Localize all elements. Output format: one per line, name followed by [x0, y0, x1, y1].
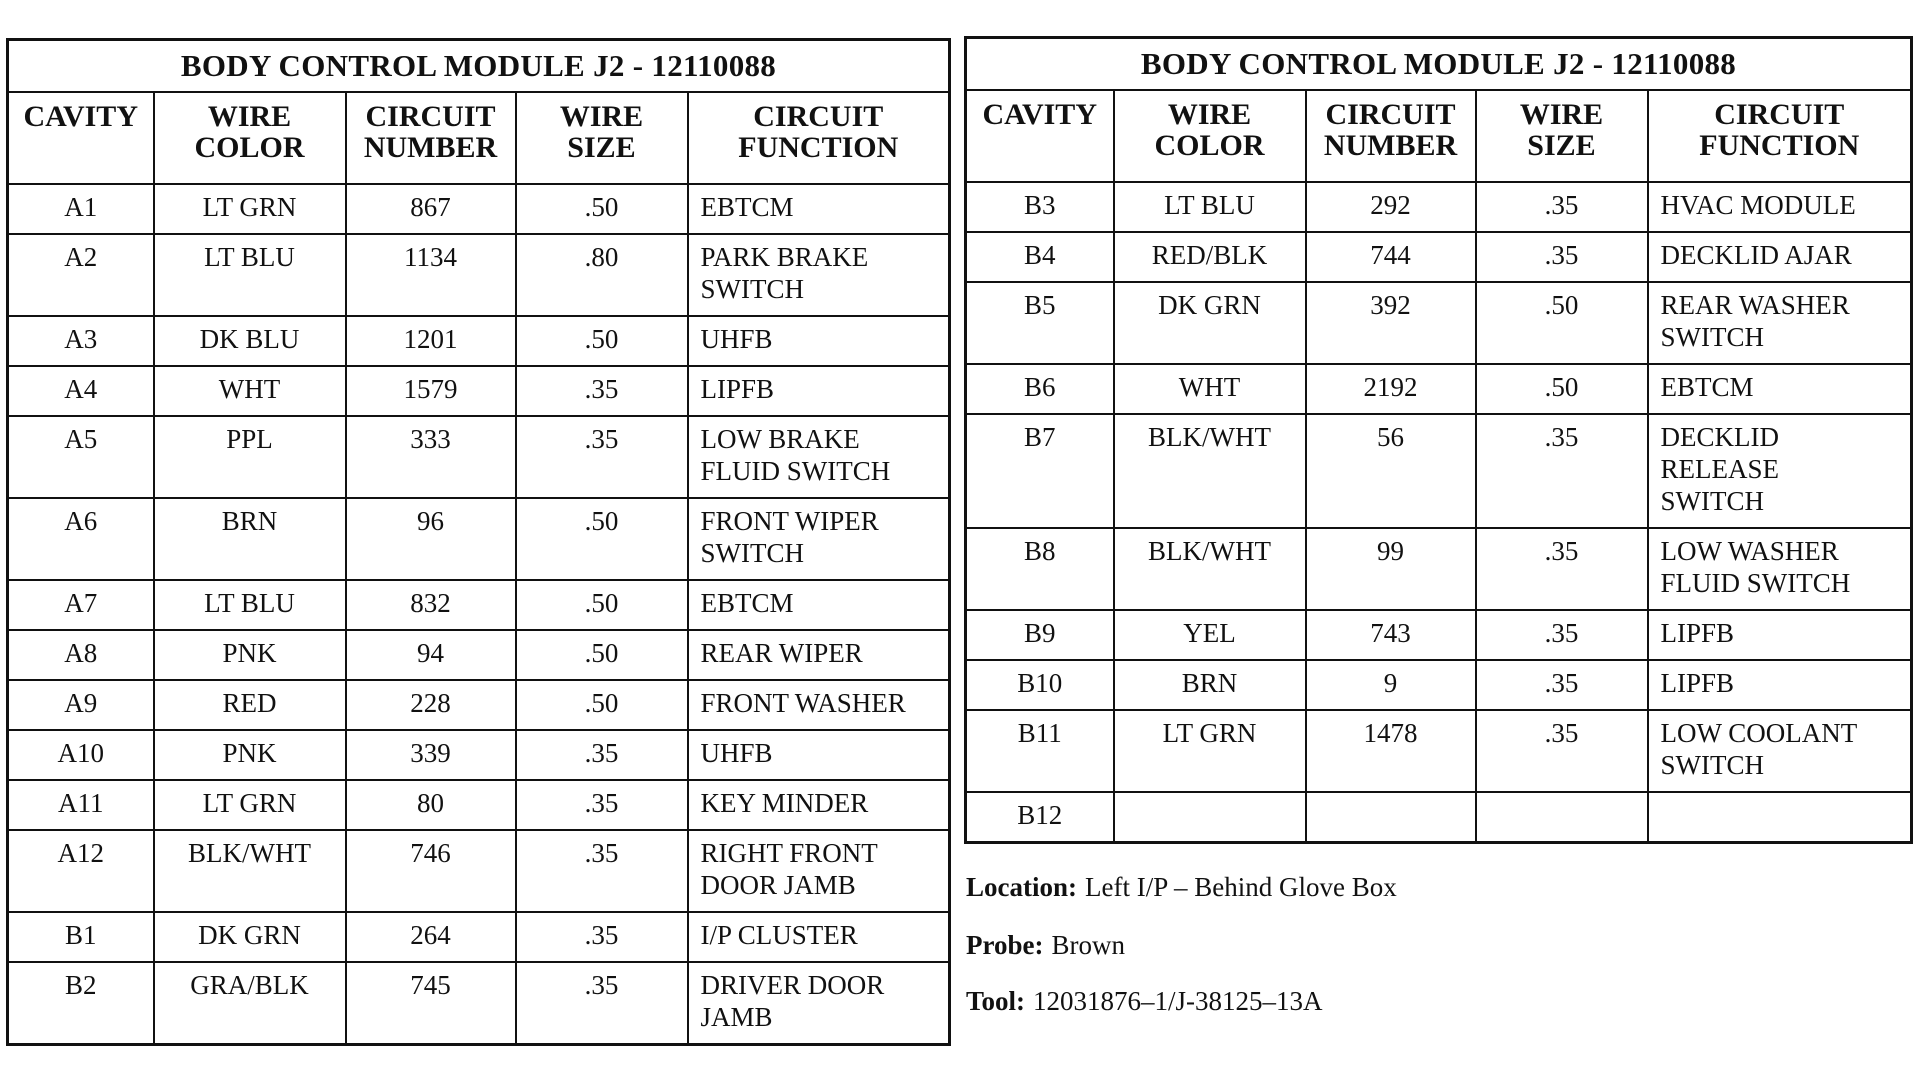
circuit-number-cell: 867: [346, 184, 516, 234]
circuit-number-cell: 743: [1306, 610, 1476, 660]
cavity-cell: B9: [966, 610, 1114, 660]
wire-size-cell: .35: [1476, 232, 1648, 282]
circuit-function-cell: DRIVER DOOR JAMB: [688, 962, 950, 1045]
table-row: [8, 680, 950, 730]
circuit-number-cell: 94: [346, 630, 516, 680]
location-info: [966, 872, 1397, 903]
wire-size-cell: .50: [516, 316, 688, 366]
circuit-number-cell: 339: [346, 730, 516, 780]
cavity-cell: B7: [966, 414, 1114, 528]
circuit-number-cell: 746: [346, 830, 516, 912]
wire-color-cell: PNK: [154, 630, 346, 680]
table-row: [966, 282, 1912, 364]
cavity-cell: B5: [966, 282, 1114, 364]
table-row: [8, 912, 950, 962]
wire-size-cell: .50: [1476, 282, 1648, 364]
wire-color-cell: LT GRN: [1114, 710, 1306, 792]
wire-color-cell: RED/BLK: [1114, 232, 1306, 282]
circuit-function-cell: LIPFB: [688, 366, 950, 416]
header-cavity: CAVITY: [8, 92, 154, 184]
table-row: [966, 364, 1912, 414]
wire-size-cell: .50: [516, 184, 688, 234]
header-circuit-number: CIRCUIT NUMBER: [1306, 90, 1476, 182]
table-row: [8, 498, 950, 580]
circuit-function-cell: REAR WIPER: [688, 630, 950, 680]
table-title: BODY CONTROL MODULE J2 - 12110088: [8, 40, 950, 93]
wire-color-cell: BRN: [1114, 660, 1306, 710]
wire-size-cell: .35: [1476, 660, 1648, 710]
table-row: [8, 416, 950, 498]
wire-color-cell: LT BLU: [154, 580, 346, 630]
probe-value: Brown: [1051, 930, 1125, 960]
circuit-number-cell: 1478: [1306, 710, 1476, 792]
cavity-cell: A2: [8, 234, 154, 316]
header-wire-size: WIRE SIZE: [1476, 90, 1648, 182]
wire-size-cell: .35: [516, 730, 688, 780]
wire-size-cell: .35: [1476, 710, 1648, 792]
probe-info: [966, 930, 1125, 961]
circuit-function-cell: LIPFB: [1648, 660, 1912, 710]
cavity-cell: B6: [966, 364, 1114, 414]
wire-color-cell: WHT: [1114, 364, 1306, 414]
wire-size-cell: .50: [516, 498, 688, 580]
wire-color-cell: LT GRN: [154, 184, 346, 234]
circuit-number-cell: 80: [346, 780, 516, 830]
wire-color-cell: LT BLU: [1114, 182, 1306, 232]
wire-size-cell: .35: [516, 962, 688, 1045]
wire-color-cell: BRN: [154, 498, 346, 580]
circuit-function-cell: LOW BRAKE FLUID SWITCH: [688, 416, 950, 498]
table-row: [8, 184, 950, 234]
circuit-number-cell: 392: [1306, 282, 1476, 364]
wire-size-cell: .50: [1476, 364, 1648, 414]
circuit-number-cell: 2192: [1306, 364, 1476, 414]
circuit-number-cell: 264: [346, 912, 516, 962]
header-circuit-function: CIRCUIT FUNCTION: [688, 92, 950, 184]
circuit-number-cell: 333: [346, 416, 516, 498]
wire-size-cell: .35: [1476, 528, 1648, 610]
wire-size-cell: .35: [516, 416, 688, 498]
table-row: [966, 710, 1912, 792]
table-row: [8, 630, 950, 680]
cavity-cell: B4: [966, 232, 1114, 282]
wire-size-cell: .35: [1476, 182, 1648, 232]
cavity-cell: A1: [8, 184, 154, 234]
wire-color-cell: DK GRN: [154, 912, 346, 962]
wire-size-cell: .35: [516, 366, 688, 416]
circuit-function-cell: [1648, 792, 1912, 843]
circuit-number-cell: [1306, 792, 1476, 843]
circuit-function-cell: DECKLID AJAR: [1648, 232, 1912, 282]
header-wire-color: WIRE COLOR: [1114, 90, 1306, 182]
cavity-cell: B1: [8, 912, 154, 962]
circuit-number-cell: 832: [346, 580, 516, 630]
table-row: [8, 780, 950, 830]
wire-size-cell: .35: [516, 830, 688, 912]
cavity-cell: B2: [8, 962, 154, 1045]
wire-color-cell: DK BLU: [154, 316, 346, 366]
wire-color-cell: LT BLU: [154, 234, 346, 316]
connector-table-right: [964, 36, 1913, 844]
wire-color-cell: PNK: [154, 730, 346, 780]
circuit-number-cell: 1134: [346, 234, 516, 316]
wire-color-cell: YEL: [1114, 610, 1306, 660]
circuit-function-cell: HVAC MODULE: [1648, 182, 1912, 232]
cavity-cell: A5: [8, 416, 154, 498]
cavity-cell: B3: [966, 182, 1114, 232]
table-row: [966, 528, 1912, 610]
probe-label: Probe:: [966, 930, 1044, 960]
circuit-function-cell: DECKLID RELEASE SWITCH: [1648, 414, 1912, 528]
header-circuit-function: CIRCUIT FUNCTION: [1648, 90, 1912, 182]
table-row: [966, 792, 1912, 843]
circuit-number-cell: 1201: [346, 316, 516, 366]
circuit-function-cell: REAR WASHER SWITCH: [1648, 282, 1912, 364]
table-row: [966, 232, 1912, 282]
tool-info: [966, 986, 1323, 1017]
table-row: [8, 730, 950, 780]
table-row: [966, 414, 1912, 528]
cavity-cell: B10: [966, 660, 1114, 710]
circuit-function-cell: I/P CLUSTER: [688, 912, 950, 962]
table-row: [8, 234, 950, 316]
wire-color-cell: [1114, 792, 1306, 843]
circuit-number-cell: 228: [346, 680, 516, 730]
circuit-number-cell: 9: [1306, 660, 1476, 710]
header-circuit-number: CIRCUIT NUMBER: [346, 92, 516, 184]
wire-color-cell: BLK/WHT: [1114, 528, 1306, 610]
table-row: [8, 366, 950, 416]
circuit-function-cell: UHFB: [688, 730, 950, 780]
cavity-cell: B8: [966, 528, 1114, 610]
circuit-number-cell: 292: [1306, 182, 1476, 232]
header-wire-color: WIRE COLOR: [154, 92, 346, 184]
table-row: [8, 316, 950, 366]
circuit-number-cell: 745: [346, 962, 516, 1045]
circuit-function-cell: FRONT WASHER: [688, 680, 950, 730]
wire-color-cell: GRA/BLK: [154, 962, 346, 1045]
wire-color-cell: WHT: [154, 366, 346, 416]
circuit-function-cell: RIGHT FRONT DOOR JAMB: [688, 830, 950, 912]
circuit-function-cell: EBTCM: [688, 184, 950, 234]
connector-table-left: [6, 38, 951, 1046]
table-row: [8, 962, 950, 1045]
wire-color-cell: BLK/WHT: [1114, 414, 1306, 528]
wire-color-cell: RED: [154, 680, 346, 730]
wire-size-cell: .35: [516, 780, 688, 830]
table-row: [8, 830, 950, 912]
table-row: [8, 580, 950, 630]
circuit-function-cell: FRONT WIPER SWITCH: [688, 498, 950, 580]
wire-size-cell: .80: [516, 234, 688, 316]
wire-size-cell: [1476, 792, 1648, 843]
circuit-number-cell: 96: [346, 498, 516, 580]
table-row: [966, 610, 1912, 660]
wire-color-cell: LT GRN: [154, 780, 346, 830]
location-value: Left I/P – Behind Glove Box: [1085, 872, 1397, 902]
circuit-function-cell: PARK BRAKE SWITCH: [688, 234, 950, 316]
header-cavity: CAVITY: [966, 90, 1114, 182]
wire-size-cell: .35: [516, 912, 688, 962]
cavity-cell: A3: [8, 316, 154, 366]
cavity-cell: A10: [8, 730, 154, 780]
cavity-cell: A4: [8, 366, 154, 416]
tool-label: Tool:: [966, 986, 1026, 1016]
cavity-cell: B11: [966, 710, 1114, 792]
circuit-function-cell: UHFB: [688, 316, 950, 366]
circuit-number-cell: 56: [1306, 414, 1476, 528]
wire-color-cell: PPL: [154, 416, 346, 498]
cavity-cell: A11: [8, 780, 154, 830]
tool-value: 12031876–1/J-38125–13A: [1033, 986, 1323, 1016]
header-wire-size: WIRE SIZE: [516, 92, 688, 184]
wire-color-cell: BLK/WHT: [154, 830, 346, 912]
wire-size-cell: .50: [516, 630, 688, 680]
location-label: Location:: [966, 872, 1077, 902]
cavity-cell: A9: [8, 680, 154, 730]
cavity-cell: B12: [966, 792, 1114, 843]
circuit-function-cell: LOW COOLANT SWITCH: [1648, 710, 1912, 792]
circuit-number-cell: 744: [1306, 232, 1476, 282]
table-row: [966, 182, 1912, 232]
wire-size-cell: .35: [1476, 414, 1648, 528]
cavity-cell: A7: [8, 580, 154, 630]
circuit-function-cell: LIPFB: [1648, 610, 1912, 660]
circuit-function-cell: EBTCM: [688, 580, 950, 630]
cavity-cell: A12: [8, 830, 154, 912]
wire-size-cell: .50: [516, 580, 688, 630]
circuit-function-cell: KEY MINDER: [688, 780, 950, 830]
table-row: [966, 660, 1912, 710]
wire-size-cell: .50: [516, 680, 688, 730]
circuit-function-cell: LOW WASHER FLUID SWITCH: [1648, 528, 1912, 610]
circuit-number-cell: 99: [1306, 528, 1476, 610]
table-title: BODY CONTROL MODULE J2 - 12110088: [966, 38, 1912, 91]
cavity-cell: A8: [8, 630, 154, 680]
wire-size-cell: .35: [1476, 610, 1648, 660]
cavity-cell: A6: [8, 498, 154, 580]
wire-color-cell: DK GRN: [1114, 282, 1306, 364]
circuit-number-cell: 1579: [346, 366, 516, 416]
circuit-function-cell: EBTCM: [1648, 364, 1912, 414]
